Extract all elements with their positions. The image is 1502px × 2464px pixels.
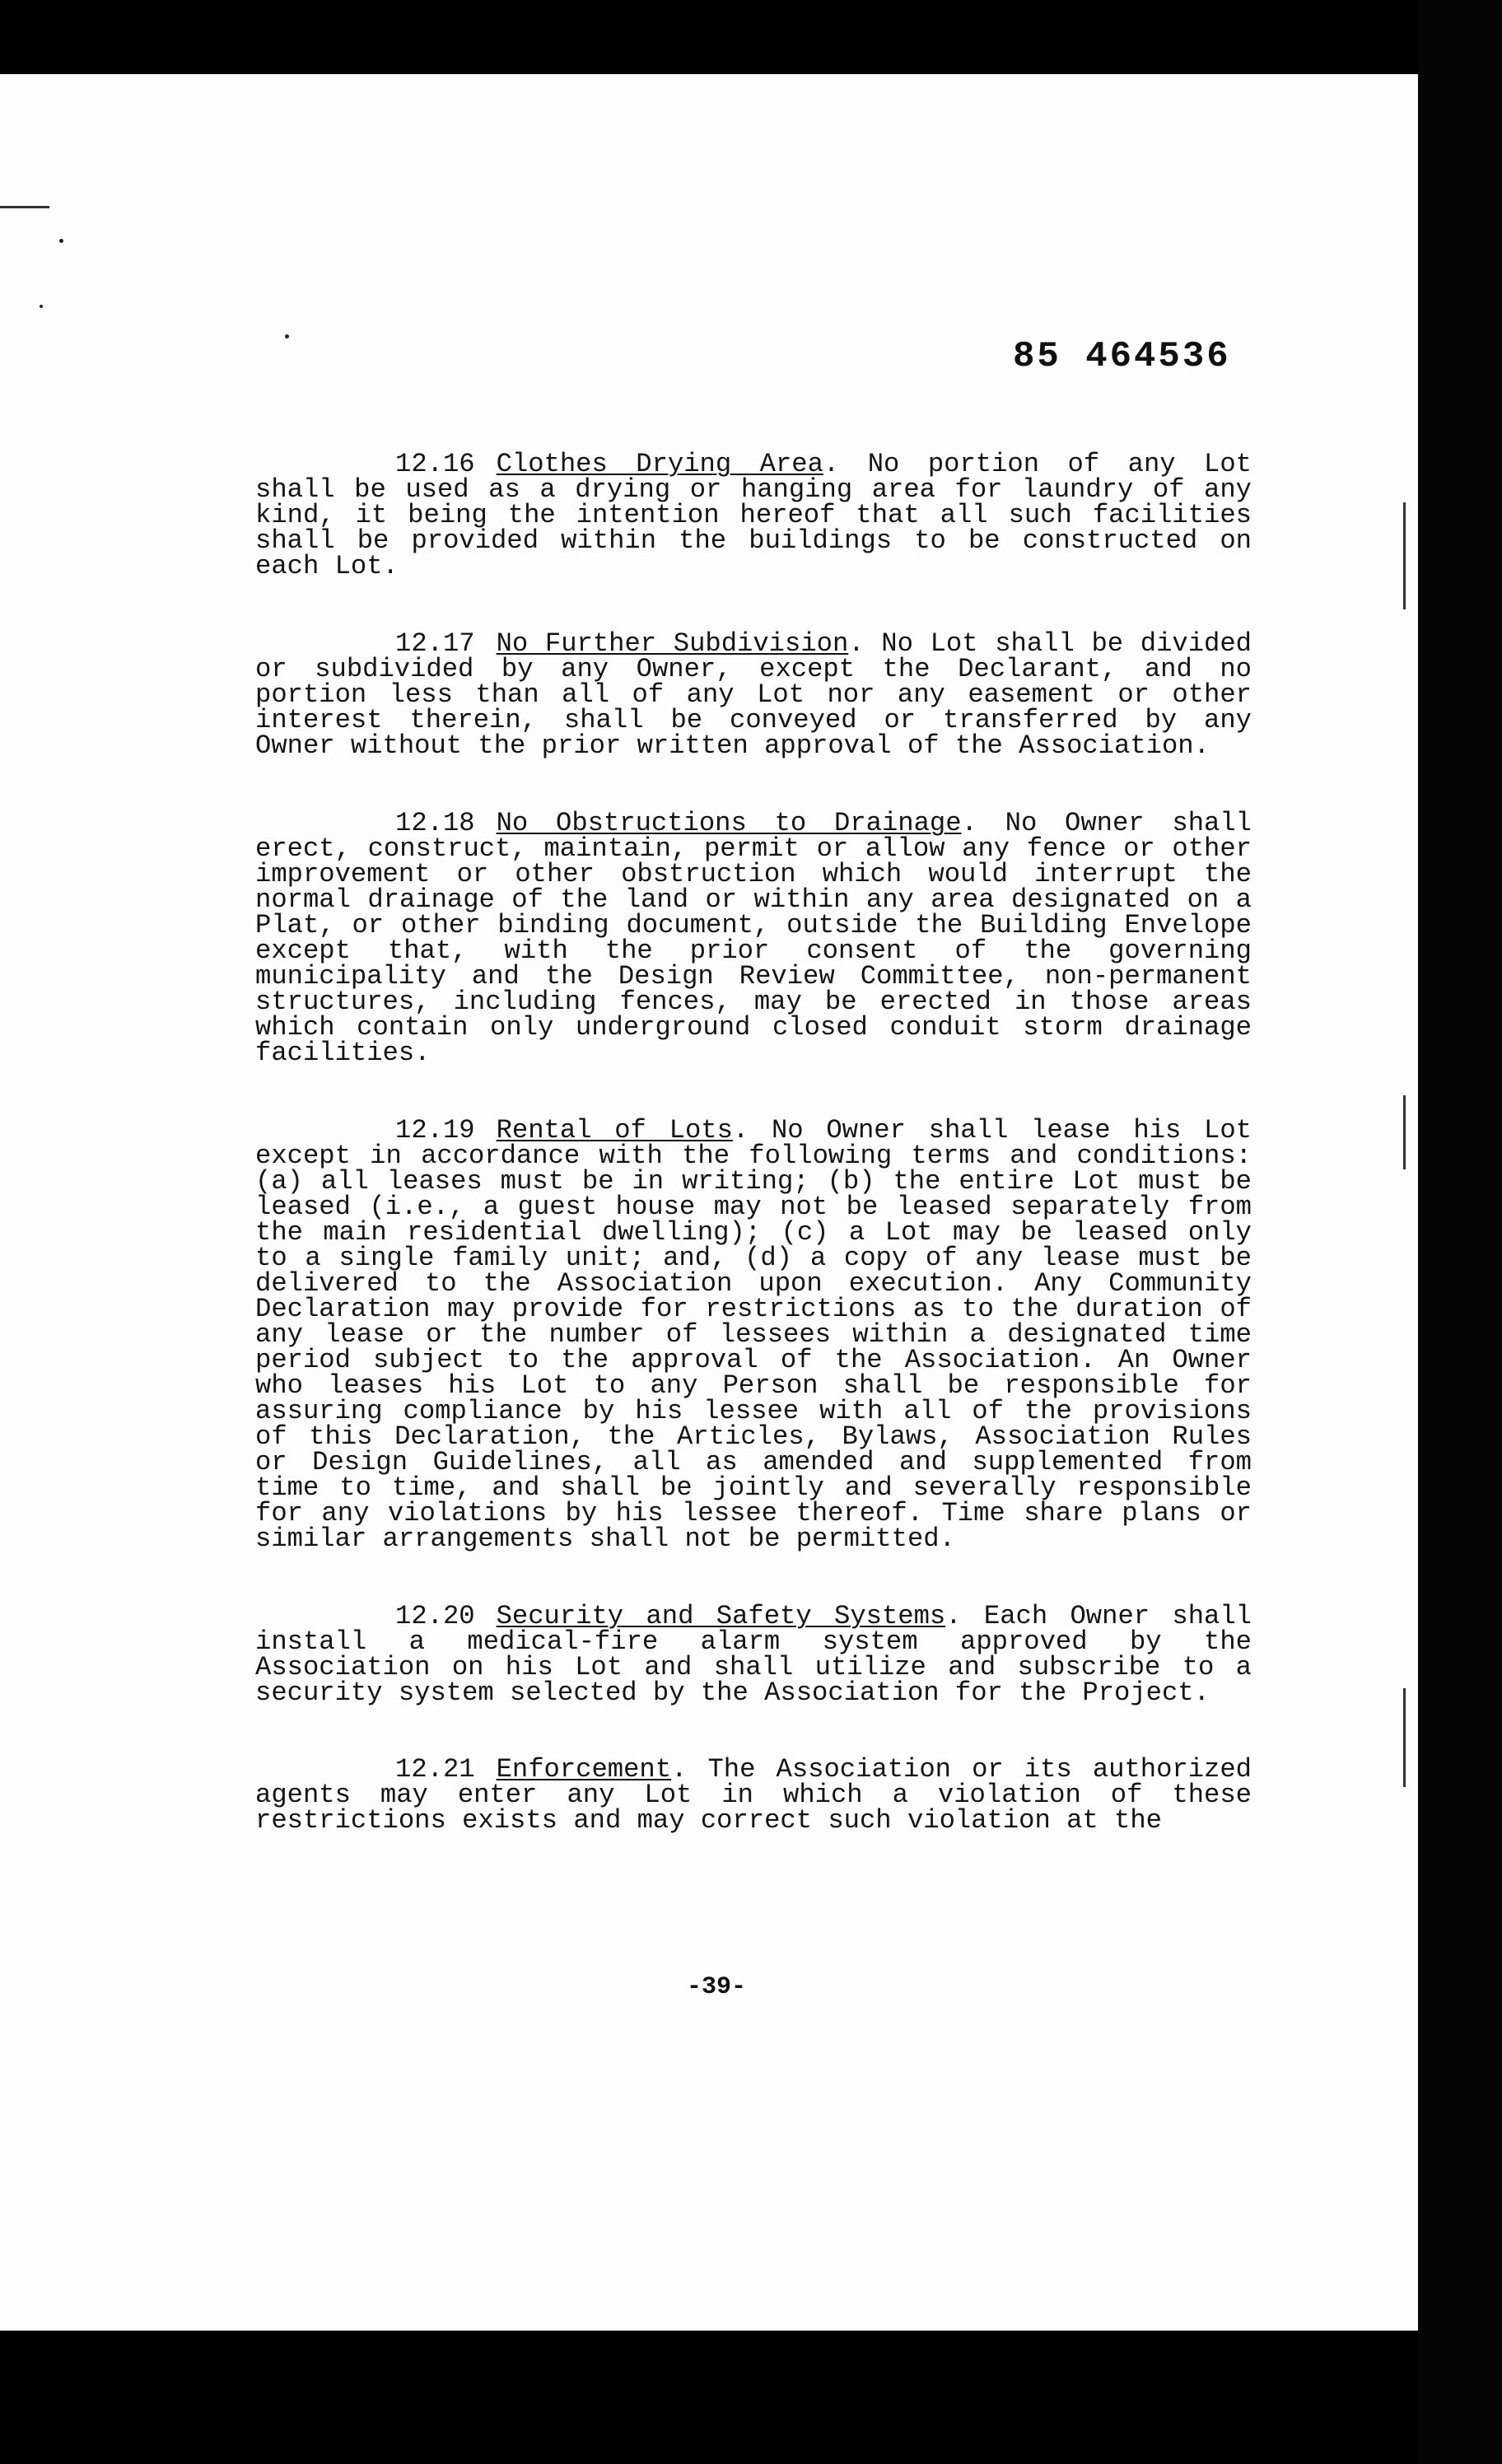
- section-text: . No Lot shall be divided or subdivided by any Owner, except the Declarant, and no portion less than all of any Lot nor any easement or other interest therein, shall be conveyed or transferred by any Owner without the prior written approval of the Association.: [255, 628, 1252, 761]
- section-title: Clothes Drying Area: [496, 449, 823, 479]
- section-number: 12.19: [395, 1115, 475, 1146]
- scan-speck: [59, 239, 63, 243]
- section-title: Security and Safety Systems: [496, 1601, 946, 1631]
- section-text: . Each Owner shall install a medical-fire alarm system approved by the Association on his Lot and shall utilize and subscribe to a security system selected by the Association for the Project.: [255, 1601, 1252, 1708]
- scan-speck: [285, 334, 289, 338]
- page-number: -39-: [687, 1973, 747, 2001]
- section-number: 12.20: [395, 1601, 475, 1631]
- scan-edge-mark: [1403, 502, 1406, 609]
- section-title: No Obstructions to Drainage: [496, 808, 962, 838]
- section-12-16: [255, 451, 1252, 579]
- section-text: . No Owner shall lease his Lot except in accordance with the following terms and conditions: (a) all leases must be in writing; (b) the entire Lot must be leased (i.e., a guest house may not be leased separately from the main residential dwelling); (c) a Lot may be leased only to a single family unit; and, (d) a copy of any lease must be delivered to the Association upon execution. Any Community Declaration may provide for restrictions as to the duration of any lease or the number of lessees within a designated time period subject to the approval of the Association. An Owner who leases his Lot to any Person shall be responsible for assuring compliance by his lessee with all of the provisions of this Declaration, the Articles, Bylaws, Association Rules or Design Guidelines, all as amended and supplemented from time to time, and shall be jointly and severally responsible for any violations by his lessee thereof. Time share plans or similar arrangements shall not be permitted.: [255, 1115, 1252, 1554]
- section-title: No Further Subdivision: [496, 628, 849, 659]
- scan-edge-mark: [0, 206, 49, 208]
- document-body: [255, 451, 1252, 1885]
- section-text: . No Owner shall erect, construct, maintain, permit or allow any fence or other improvement or other obstruction which would interrupt the normal drainage of the land or within any area designated on a Plat, or other binding document, outside the Building Envelope except that, with the prior consent of the governing municipality and the Design Review Committee, non-permanent structures, including fences, may be erected in those areas which contain only underground closed conduit storm drainage facilities.: [255, 808, 1252, 1068]
- scan-edge-mark: [1403, 1095, 1406, 1169]
- document-page: [0, 74, 1418, 2331]
- section-title: Enforcement: [496, 1754, 672, 1785]
- document-number: 85 464536: [1013, 336, 1231, 377]
- section-12-19: [255, 1115, 1252, 1554]
- section-number: 12.17: [395, 628, 475, 659]
- section-12-18: [255, 810, 1252, 1066]
- section-12-20: [255, 1603, 1252, 1706]
- scan-speck: [40, 305, 43, 308]
- section-number: 12.21: [395, 1754, 475, 1785]
- section-number: 12.18: [395, 808, 475, 838]
- scan-border: [1418, 0, 1502, 2464]
- section-12-21: [255, 1754, 1252, 1836]
- section-text: . The Association or its authorized agents may enter any Lot in which a violation of these restrictions exists and may correct such violation at the: [255, 1754, 1252, 1836]
- section-title: Rental of Lots: [496, 1115, 733, 1146]
- section-number: 12.16: [395, 449, 475, 479]
- scan-edge-mark: [1403, 1688, 1406, 1787]
- section-text: . No portion of any Lot shall be used as a drying or hanging area for laundry of any kind, it being the intention hereof that all such facilities shall be provided within the buildings to be constructed on each Lot.: [255, 449, 1252, 581]
- section-12-17: [255, 628, 1252, 761]
